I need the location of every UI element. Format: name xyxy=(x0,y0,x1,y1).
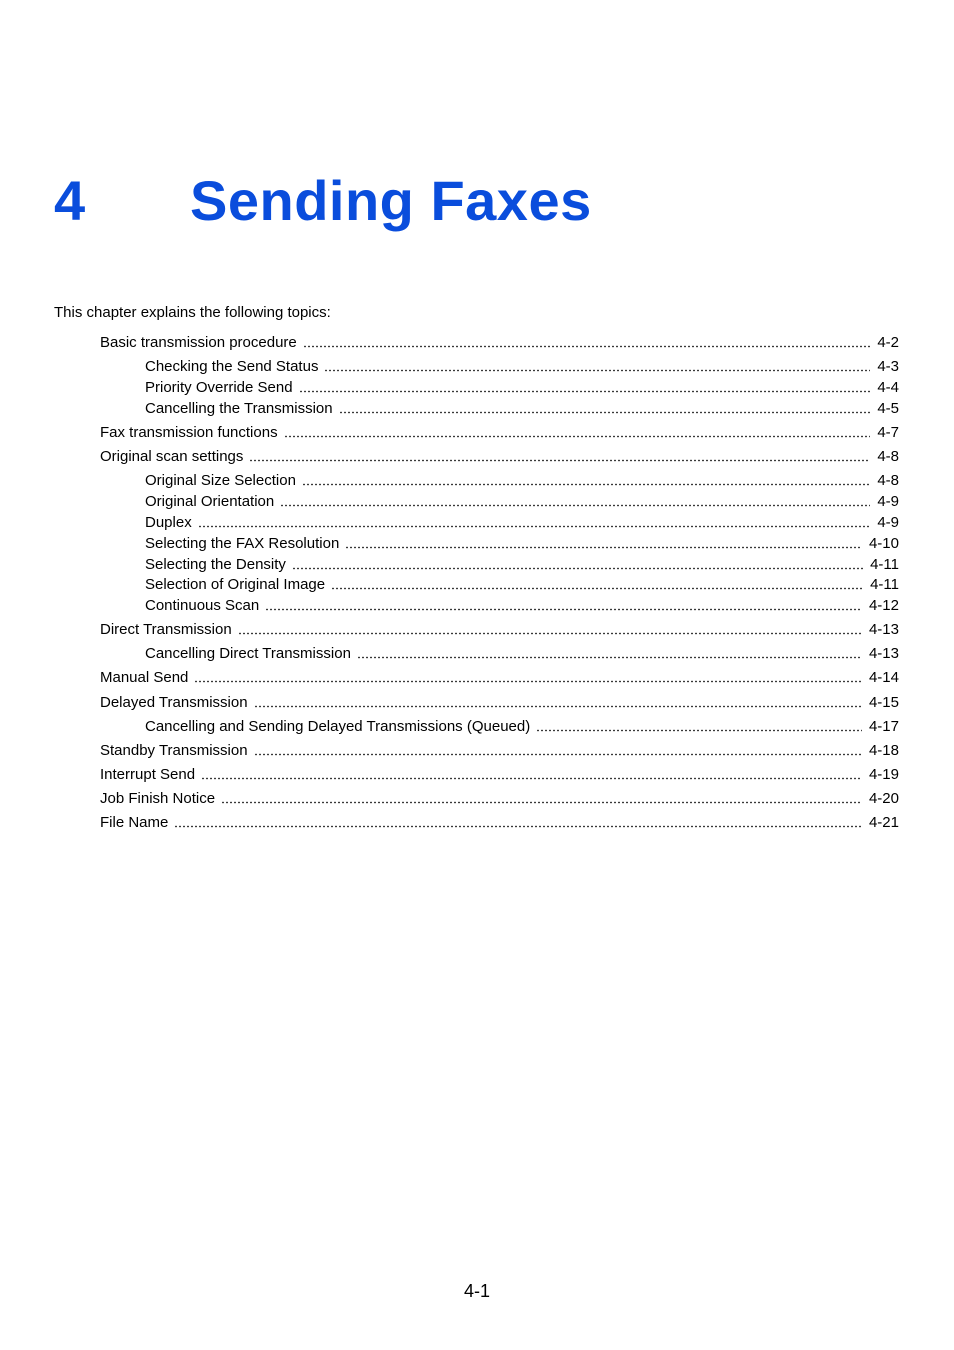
toc-entry[interactable] xyxy=(145,492,899,511)
toc-dot-leader xyxy=(324,358,870,372)
toc-entry-label: Continuous Scan xyxy=(145,597,260,614)
toc-entry[interactable] xyxy=(100,765,899,784)
toc-entry-label: Selecting the FAX Resolution xyxy=(145,535,340,552)
toc-entry-page: 4-2 xyxy=(877,334,899,351)
toc-dot-leader xyxy=(339,400,871,414)
toc-entry[interactable] xyxy=(145,555,899,574)
toc-dot-leader xyxy=(299,379,871,393)
toc-entry-label: Priority Override Send xyxy=(145,379,293,396)
toc-entry-page: 4-3 xyxy=(877,358,899,375)
toc-entry[interactable] xyxy=(100,423,899,442)
toc-entry-label: Cancelling the Transmission xyxy=(145,400,333,417)
toc-entry-label: Job Finish Notice xyxy=(100,790,216,807)
toc-entry-label: Cancelling and Sending Delayed Transmissions (Queued) xyxy=(145,718,531,735)
toc-entry-page: 4-4 xyxy=(877,379,899,396)
toc-entry[interactable] xyxy=(100,789,899,808)
toc-entry[interactable] xyxy=(145,534,899,553)
toc-entry-label: Checking the Send Status xyxy=(145,358,319,375)
toc-entry-label: Original Size Selection xyxy=(145,472,296,489)
toc-entry-label: Interrupt Send xyxy=(100,766,196,783)
toc-dot-leader xyxy=(357,645,862,659)
toc-dot-leader xyxy=(174,814,862,828)
toc-entry-page: 4-14 xyxy=(868,669,899,686)
toc-dot-leader xyxy=(280,493,870,507)
toc-dot-leader xyxy=(254,694,862,708)
toc-entry[interactable] xyxy=(145,513,899,532)
toc-entry-label: Selecting the Density xyxy=(145,556,286,573)
toc-dot-leader xyxy=(345,535,862,549)
toc-entry-page: 4-8 xyxy=(877,472,899,489)
toc-dot-leader xyxy=(198,514,871,528)
toc-entry[interactable] xyxy=(145,399,899,418)
toc-entry-page: 4-9 xyxy=(877,493,899,510)
toc-entry-label: Fax transmission functions xyxy=(100,424,278,441)
toc-dot-leader xyxy=(221,790,862,804)
toc-dot-leader xyxy=(265,597,862,611)
toc-entry[interactable] xyxy=(145,575,899,594)
toc-entry-page: 4-21 xyxy=(868,814,899,831)
toc-entry[interactable] xyxy=(145,357,899,376)
toc-dot-leader xyxy=(331,576,863,590)
toc-dot-leader xyxy=(303,334,871,348)
toc-dot-leader xyxy=(238,621,862,635)
page-number: 4-1 xyxy=(463,1281,490,1301)
toc-entry-page: 4-10 xyxy=(868,535,899,552)
toc-entry-label: Delayed Transmission xyxy=(100,694,248,711)
chapter-number: 4 xyxy=(54,169,86,232)
toc-entry-label: Standby Transmission xyxy=(100,742,248,759)
toc-dot-leader xyxy=(194,669,862,683)
toc-dot-leader xyxy=(249,448,870,462)
toc-dot-leader xyxy=(201,766,862,780)
toc-entry-page: 4-17 xyxy=(868,718,899,735)
toc-entry-page: 4-19 xyxy=(868,766,899,783)
toc-entry-label: Selection of Original Image xyxy=(145,576,326,593)
toc-entry-page: 4-13 xyxy=(868,621,899,638)
toc-entry[interactable] xyxy=(100,447,899,466)
toc-dot-leader xyxy=(536,718,862,732)
toc-dot-leader xyxy=(302,472,870,486)
toc-entry-label: Direct Transmission xyxy=(100,621,232,638)
toc-entry-page: 4-11 xyxy=(870,556,899,573)
toc-entry-page: 4-9 xyxy=(877,514,899,531)
toc-entry-label: Original Orientation xyxy=(145,493,275,510)
toc-entry-page: 4-5 xyxy=(877,400,899,417)
toc-dot-leader xyxy=(284,424,871,438)
toc-entry-label: Manual Send xyxy=(100,669,189,686)
toc-entry-label: Original scan settings xyxy=(100,448,244,465)
toc-entry-label: Basic transmission procedure xyxy=(100,334,297,351)
toc-dot-leader xyxy=(292,556,863,570)
toc-entry[interactable] xyxy=(145,471,899,490)
toc-entry-page: 4-18 xyxy=(868,742,899,759)
intro-text: This chapter explains the following topics: xyxy=(54,304,331,321)
toc-entry-page: 4-20 xyxy=(868,790,899,807)
toc-entry-page: 4-8 xyxy=(877,448,899,465)
toc-entry-label: File Name xyxy=(100,814,169,831)
toc-entry-page: 4-11 xyxy=(870,576,899,593)
toc-entry-page: 4-12 xyxy=(868,597,899,614)
toc-entry[interactable] xyxy=(100,741,899,760)
toc-entry[interactable] xyxy=(145,717,899,736)
toc-entry[interactable] xyxy=(145,596,899,615)
toc-entry-page: 4-15 xyxy=(868,694,899,711)
toc-entry[interactable] xyxy=(100,668,899,687)
toc-entry[interactable] xyxy=(100,813,899,832)
toc-entry-page: 4-7 xyxy=(877,424,899,441)
toc-entry-label: Cancelling Direct Transmission xyxy=(145,645,351,662)
toc-dot-leader xyxy=(254,742,862,756)
toc-entry[interactable] xyxy=(100,620,899,639)
toc-entry[interactable] xyxy=(100,693,899,712)
toc-entry[interactable] xyxy=(145,378,899,397)
toc-entry-page: 4-13 xyxy=(868,645,899,662)
chapter-title: Sending Faxes xyxy=(190,169,592,232)
toc-entry-label: Duplex xyxy=(145,514,192,531)
toc-entry[interactable] xyxy=(145,644,899,663)
toc-entry[interactable] xyxy=(100,333,899,352)
